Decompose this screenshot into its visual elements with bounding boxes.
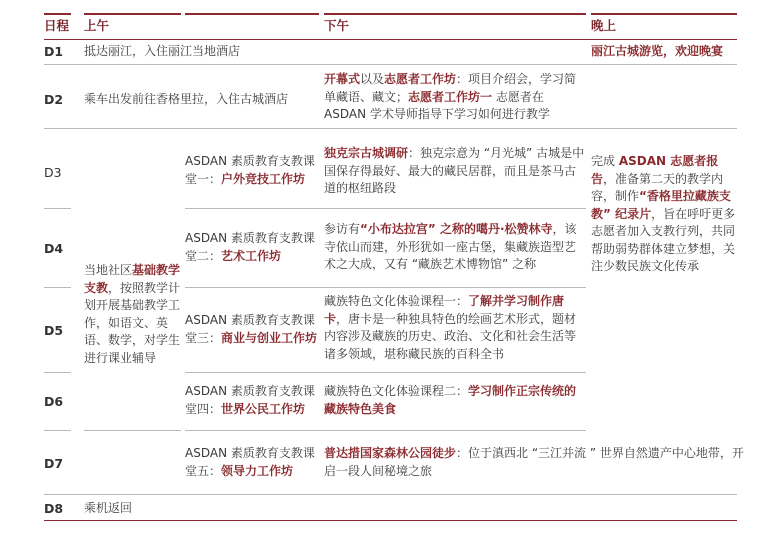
d3-morning: ASDAN 素质教育支教课堂一：户外竞技工作坊 [185,154,315,186]
day-label: D4 [44,241,64,256]
highlight: 世界公民工作坊 [221,401,306,416]
highlight: ASDAN 志愿者报告 [591,154,719,186]
highlight: 商业与创业工作坊 [221,330,318,345]
day-label: D1 [44,44,64,59]
highlight: 了解并学习制作唐卡 [324,294,565,326]
rule [185,430,586,431]
header-day: 日程 [44,18,70,33]
d3-afternoon: 独克宗古城调研：独克宗意为 “月光城” 古城是中国保存得最好、最大的藏民居群，而且是茶马古道的枢纽路段 [324,146,585,195]
rule [591,13,737,15]
d1-evening: 丽江古城游览，欢迎晚宴 [591,44,724,58]
rule [44,287,71,288]
highlight: 学习制作正宗传统的藏族特色美食 [324,384,577,416]
rule [44,128,737,129]
d8-morning: 乘机返回 [84,501,133,515]
highlight: 志愿者工作坊一 [408,89,493,104]
merged-morning: 当地社区基础教学支教，按照教学计划开展基础教学工作，如语文、英语、数学，对学生进行课业辅导 [84,263,181,365]
day-label: D8 [44,501,64,516]
rule [44,64,737,65]
merged-evening: 完成 ASDAN 志愿者报告，准备第二天的教学内容，制作“香格里拉藏族支教” 纪录片，旨在呼吁更多志愿者加入支教行列，共同帮助弱势群体建立梦想，关注少数民族文化传承 [591,154,736,273]
rule [44,372,71,373]
d7-afternoon: 普达措国家森林公园徒步：位于滇西北 “三江并流 ” 世界自然遗产中心地带，开启一段人间秘境之旅 [324,446,744,478]
rule [185,13,319,15]
rule [185,208,586,209]
d5-morning: ASDAN 素质教育支教课堂三：商业与创业工作坊 [185,313,318,345]
highlight: 志愿者工作坊 [384,72,457,86]
rule [84,430,181,431]
highlight: 户外竞技工作坊 [221,171,306,186]
d7-morning: ASDAN 素质教育支教课堂五：领导力工作坊 [185,446,315,478]
rule [185,287,586,288]
highlight: 基础教学支教 [84,263,181,295]
d4-afternoon: 参访有“小布达拉宫” 之称的噶丹·松赞林寺，该寺依山而建，外形犹如一座古堡，集藏族造型艺术之大成，又有 “藏族艺术博物馆” 之称 [324,222,577,271]
d1-morning: 抵达丽江，入住丽江当地酒店 [84,44,241,58]
d6-morning: ASDAN 素质教育支教课堂四：世界公民工作坊 [185,384,315,416]
rule [44,494,737,495]
rule [324,13,586,15]
day-label: D5 [44,323,64,338]
d5-afternoon: 藏族特色文化体验课程一：了解并学习制作唐卡，唐卡是一种独具特色的绘画艺术形式，题材内容涉及藏族的历史、政治、文化和社会生活等诸多领域，堪称藏民族的百科全书 [324,294,577,361]
highlight: “香格里拉藏族支教” 纪录片 [591,189,731,221]
highlight: 开幕式 [324,72,361,86]
rule [44,430,71,431]
day-label: D7 [44,456,64,471]
rule [185,372,586,373]
day-label: D3 [44,165,62,180]
highlight: 独克宗古城调研 [324,146,409,160]
header-morning: 上午 [84,18,110,33]
rule [84,13,181,15]
highlight: 艺术工作坊 [221,248,282,263]
rule [44,13,71,15]
highlight: 普达措国家森林公园徒步 [324,446,457,460]
highlight: “小布达拉宫” 之称的噶丹·松赞林寺 [360,222,553,236]
day-label: D2 [44,92,64,107]
rule [44,520,737,521]
header-afternoon: 下午 [324,18,350,33]
header-evening: 晚上 [591,18,617,33]
d2-afternoon: 开幕式以及志愿者工作坊：项目介绍会，学习简单藏语、藏文；志愿者工作坊一 志愿者在 ASDAN 学术导师指导下学习如何进行教学 [324,72,577,121]
highlight: 领导力工作坊 [221,463,294,478]
day-label: D6 [44,394,64,409]
d4-morning: ASDAN 素质教育支教课堂二：艺术工作坊 [185,231,315,263]
rule [44,208,71,209]
d6-afternoon: 藏族特色文化体验课程二：学习制作正宗传统的藏族特色美食 [324,384,577,416]
rule [44,39,737,40]
d2-morning: 乘车出发前往香格里拉，入住古城酒店 [84,92,289,106]
